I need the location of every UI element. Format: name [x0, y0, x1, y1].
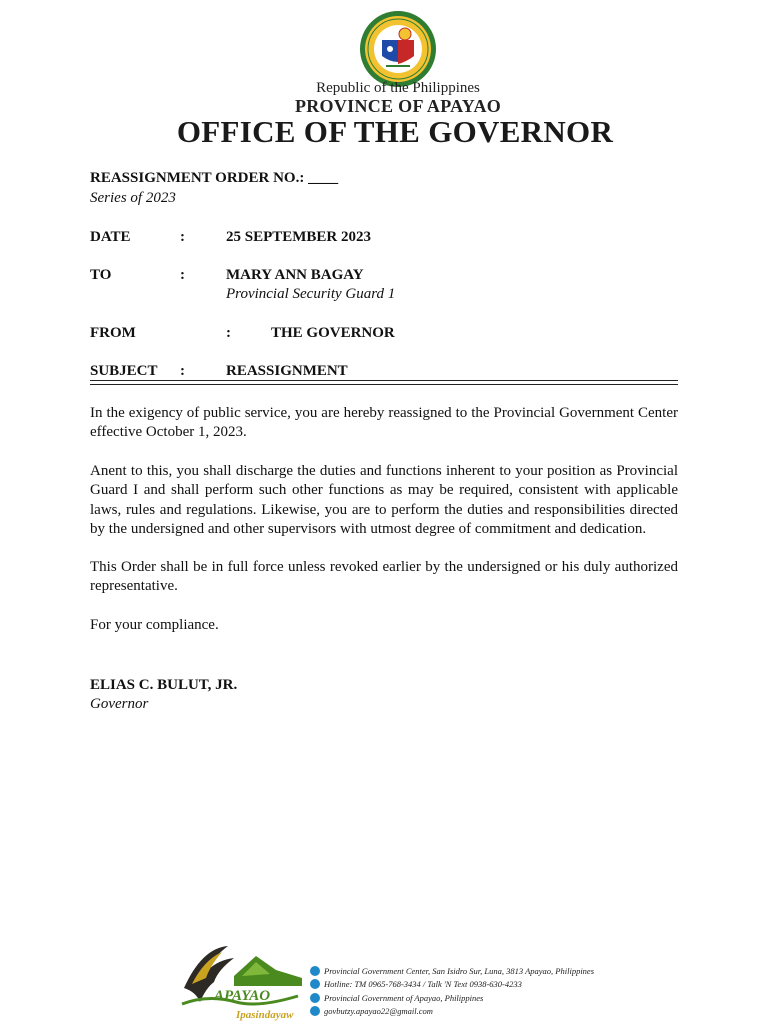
- to-position: Provincial Security Guard 1: [226, 286, 396, 302]
- to-name: MARY ANN BAGAY: [226, 267, 364, 283]
- subject-colon: :: [180, 363, 185, 379]
- phone-icon: [310, 979, 320, 989]
- signatory-name: ELIAS C. BULUT, JR.: [90, 677, 238, 693]
- subject-divider-secondary: [90, 384, 678, 385]
- from-colon: :: [226, 325, 231, 341]
- province-heading: PROVINCE OF APAYAO: [294, 96, 502, 116]
- contact-email-text[interactable]: govbutzy.apayao22@gmail.com: [324, 1006, 433, 1017]
- email-icon: [310, 1006, 320, 1016]
- contact-address-text: Provincial Government Center, San Isidro Sur, Luna, 3813 Apayao, Philippines: [324, 965, 595, 976]
- office-heading: OFFICE OF THE GOVERNOR: [176, 114, 614, 149]
- svg-text:Ipasindayaw: Ipasindayaw: [236, 1009, 294, 1021]
- contact-address: [310, 964, 594, 978]
- subject-label: SUBJECT: [90, 363, 158, 379]
- footer-contacts: [310, 964, 594, 1018]
- from-value: THE GOVERNOR: [271, 325, 395, 341]
- from-label: FROM: [90, 325, 136, 341]
- date-label: DATE: [90, 229, 131, 245]
- apayao-logo: [178, 944, 310, 1024]
- contact-hotline-text: Hotline: TM 0965-768-3434 / Talk 'N Text 0938-630-4233: [324, 979, 522, 990]
- republic-heading: Republic of the Philippines: [316, 80, 480, 96]
- facebook-icon: [310, 993, 320, 1003]
- subject-divider: [90, 380, 678, 381]
- body-paragraph-2: Anent to this, you shall discharge the duties and functions inherent to your position as Provincial Guard I and shall perform such other functions as may be required, consistent with applicable laws, rules and regulations. Likewise, you are to perform the duties and responsibilities directed by the undersigned and other supervisors with utmost degree of commitment and dedication.: [90, 463, 678, 537]
- order-series: Series of 2023: [90, 190, 176, 206]
- body-paragraph-3: This Order shall be in full force unless revoked earlier by the undersigned or his duly authorized representative.: [90, 559, 678, 595]
- svg-text:APAYAO: APAYAO: [214, 988, 271, 1004]
- order-number: REASSIGNMENT ORDER NO.: ____: [90, 170, 339, 186]
- provincial-seal-icon: [359, 10, 437, 88]
- location-icon: [310, 966, 320, 976]
- contact-facebook[interactable]: [310, 991, 594, 1005]
- contact-email[interactable]: [310, 1005, 594, 1019]
- body-paragraph-1: In the exigency of public service, you are hereby reassigned to the Provincial Government Center effective October 1, 2023.: [90, 405, 678, 441]
- date-colon: :: [180, 229, 185, 245]
- signatory-title: Governor: [90, 696, 149, 712]
- body-paragraph-4: For your compliance.: [90, 617, 219, 633]
- date-value: 25 SEPTEMBER 2023: [226, 229, 372, 245]
- contact-hotline: [310, 978, 594, 992]
- contact-facebook-text[interactable]: Provincial Government of Apayao, Philippines: [324, 992, 484, 1003]
- to-colon: :: [180, 267, 185, 283]
- to-label: TO: [90, 267, 112, 283]
- subject-value: REASSIGNMENT: [226, 363, 348, 379]
